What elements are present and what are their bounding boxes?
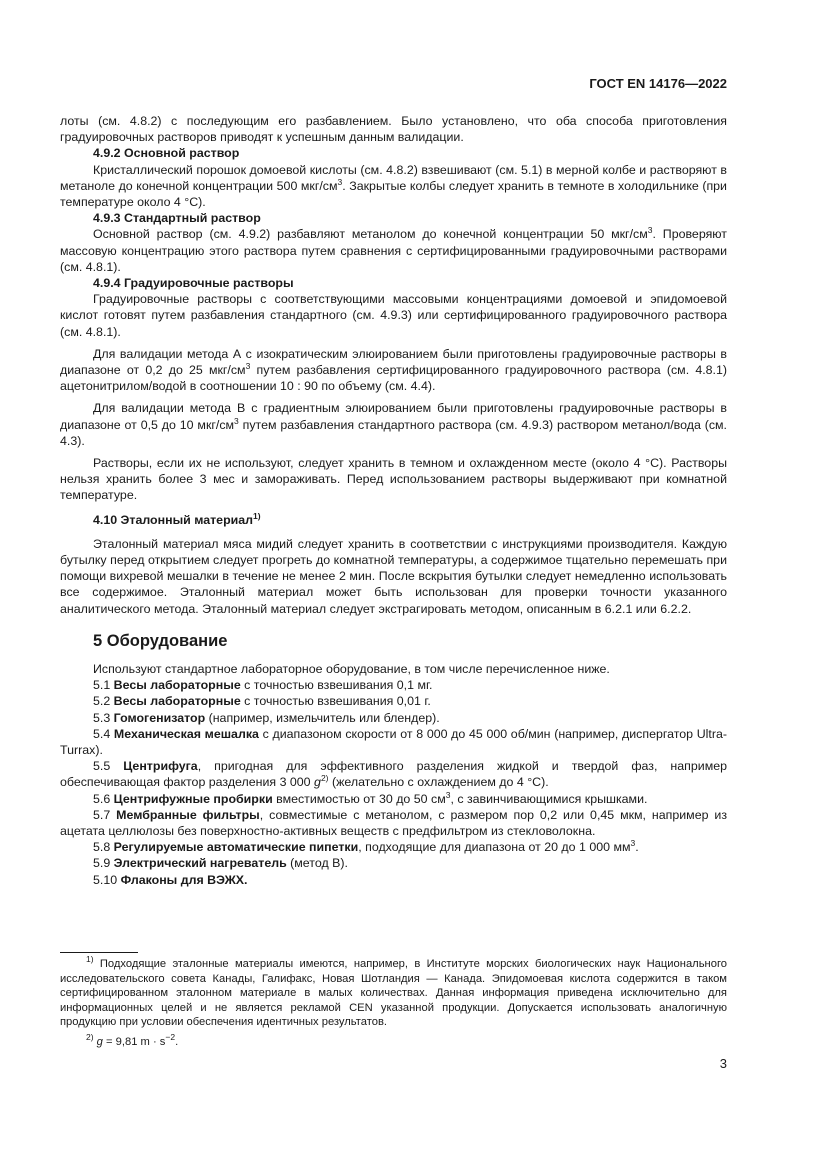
equipment-item-5-7: 5.7 Мембранные фильтры, совместимые с метанолом, с размером пор 0,2 или 0,45 мкм, например из ацетата целлюлозы без поверхностно-активных веществ с предфильтром из стекловолокна. (60, 807, 727, 838)
footnote-1: $^{1)}$ Подходящие эталонные материалы имеются, например, в Институте морских биологических наук Национального исследовательского совета Канады, Галифакс, Новая Шотландия — Канада. Эпидомоевая кислота содержится в таком сертифицированном эталонном материале в малых количествах. Данная информация приведена исключительно для информационных целей и не является рекламой CEN указанной продукции. Допускается использовать аналогичную продукцию при условии обеспечения идентичных результатов. (60, 954, 727, 1029)
equipment-item-5-5: 5.5 Центрифуга, пригодная для эффективного разделения жидкой и твердой фаз, например обеспечивающая фактор разделения 3 000 $g^{2)}$ (желательно с охлаждением до 4 °C). (60, 759, 727, 790)
page-content (60, 113, 727, 888)
subsection-4-9-4-paragraph-3: Для валидации метода В с градиентным элюированием были приготовлены градуировочные растворы в диапазоне от 0,5 до 10 мкг/$см^3$ путем разбавления стандартного раствора (см. 4.9.3) раствором метанол/вода (см. 4.3). (60, 401, 728, 448)
subsection-4-9-4-paragraph-4: Растворы, если их не используют, следует хранить в темном и охлажденном месте (около 4 °C). Растворы нельзя хранить более 3 мес и замораживать. Перед использованием растворы выдерживают при комнатной температуре. (60, 456, 727, 503)
footnote-ref-2: 2) (320, 773, 329, 784)
footnote-separator (60, 952, 138, 953)
equipment-item-5-2: 5.2 Весы лабораторные с точностью взвешивания 0,01 г. (93, 694, 431, 709)
subsection-4-9-2-text: Кристаллический порошок домоевой кислоты (см. 4.8.2) взвешивают (см. 5.1) в мерной колбе и растворяют в метаноле до конечной концентрации 500 мкг/$см^3$. Закрытые колбы следует хранить в темноте в холодильнике (при температуре около 4 °C). (60, 162, 727, 210)
subsection-4-10-title: 4.10 Эталонный материал$^{1)}$ (93, 510, 261, 527)
page-number: 3 (719, 1056, 727, 1071)
subsection-4-9-3-title: 4.9.3 Стандартный раствор (93, 211, 261, 226)
subsection-4-9-4-paragraph-1: Градуировочные растворы с соответствующими массовыми концентрациями домоевой и эпидомоевой кислот готовят путем разбавления стандартного (см. 4.9.3) или сертифицированного градуировочного раствора (см. 4.8.1). (60, 292, 727, 339)
equipment-item-5-8: 5.8 Регулируемые автоматические пипетки, подходящие для диапазона от 20 до 1 000 $мм^3$. (93, 838, 639, 855)
paragraph-continuation: лоты (см. 4.8.2) с последующим его разбавлением. Было установлено, что оба способа приготовления градуировочных растворов приводят к успешным данным валидации. (60, 114, 727, 145)
section-5-title: 5 Оборудование (93, 631, 228, 650)
equipment-item-5-10: 5.10 Флаконы для ВЭЖХ. (93, 872, 248, 887)
subsection-4-9-2-title: 4.9.2 Основной раствор (93, 146, 240, 161)
equipment-item-5-6: 5.6 Центрифужные пробирки вместимостью от 30 до 50 $см^3$, с завинчивающимися крышками. (93, 789, 648, 806)
footnote-2: $^{2)}$ g = 9,81 $m \cdot s^{-2}$. (86, 1031, 179, 1048)
document-header: ГОСТ EN 14176—2022 (589, 76, 727, 91)
footnotes (60, 954, 727, 1055)
equipment-item-5-4: 5.4 Механическая мешалка с диапазоном скорости от 8 000 до 45 000 об/мин (например, диспергатор Ultra-Turrax). (60, 726, 728, 757)
subsection-4-10-text: Эталонный материал мяса мидий следует хранить в соответствии с инструкциями производителя. Каждую бутылку перед открытием следует прогреть до комнатной температуры, а содержимое тщательно перемешать при помощи вихревой мешалки в течение не менее 2 мин. После вскрытия бутылки следует немедленно использовать все содержимое. Эталонный материал может быть использован для проверки точности указанного аналитического метода. Эталонный материал следует экстрагировать методом, описанным в 6.2.1 или 6.2.2. (60, 536, 727, 616)
subsection-4-9-3-text: Основной раствор (см. 4.9.2) разбавляют метанолом до конечной концентрации 50 мкг/$см^3$. Проверяют массовую концентрацию этого раствора путем сравнения с сертифицированными градуировочными растворами (см. 4.8.1). (60, 225, 727, 274)
subsection-4-9-4-title: 4.9.4 Градуировочные растворы (93, 276, 294, 291)
footnote-ref-1: 1) (253, 510, 261, 521)
equipment-item-5-3: 5.3 Гомогенизатор (например, измельчитель или блендер). (93, 710, 440, 725)
equipment-item-5-1: 5.1 Весы лабораторные с точностью взвешивания 0,1 мг. (93, 678, 433, 693)
equipment-item-5-9: 5.9 Электрический нагреватель (метод В). (93, 856, 348, 871)
section-5-intro: Используют стандартное лабораторное оборудование, в том числе перечисленное ниже. (93, 661, 610, 676)
subsection-4-9-4-paragraph-2: Для валидации метода А с изократическим элюированием были приготовлены градуировочные растворы в диапазоне от 0,2 до 25 мкг/$см^3$ путем разбавления сертифицированного градуировочного раствора (см. 4.8.1) ацетонитрилом/водой в соотношении 10 : 90 по объему (см. 4.4). (60, 346, 728, 394)
